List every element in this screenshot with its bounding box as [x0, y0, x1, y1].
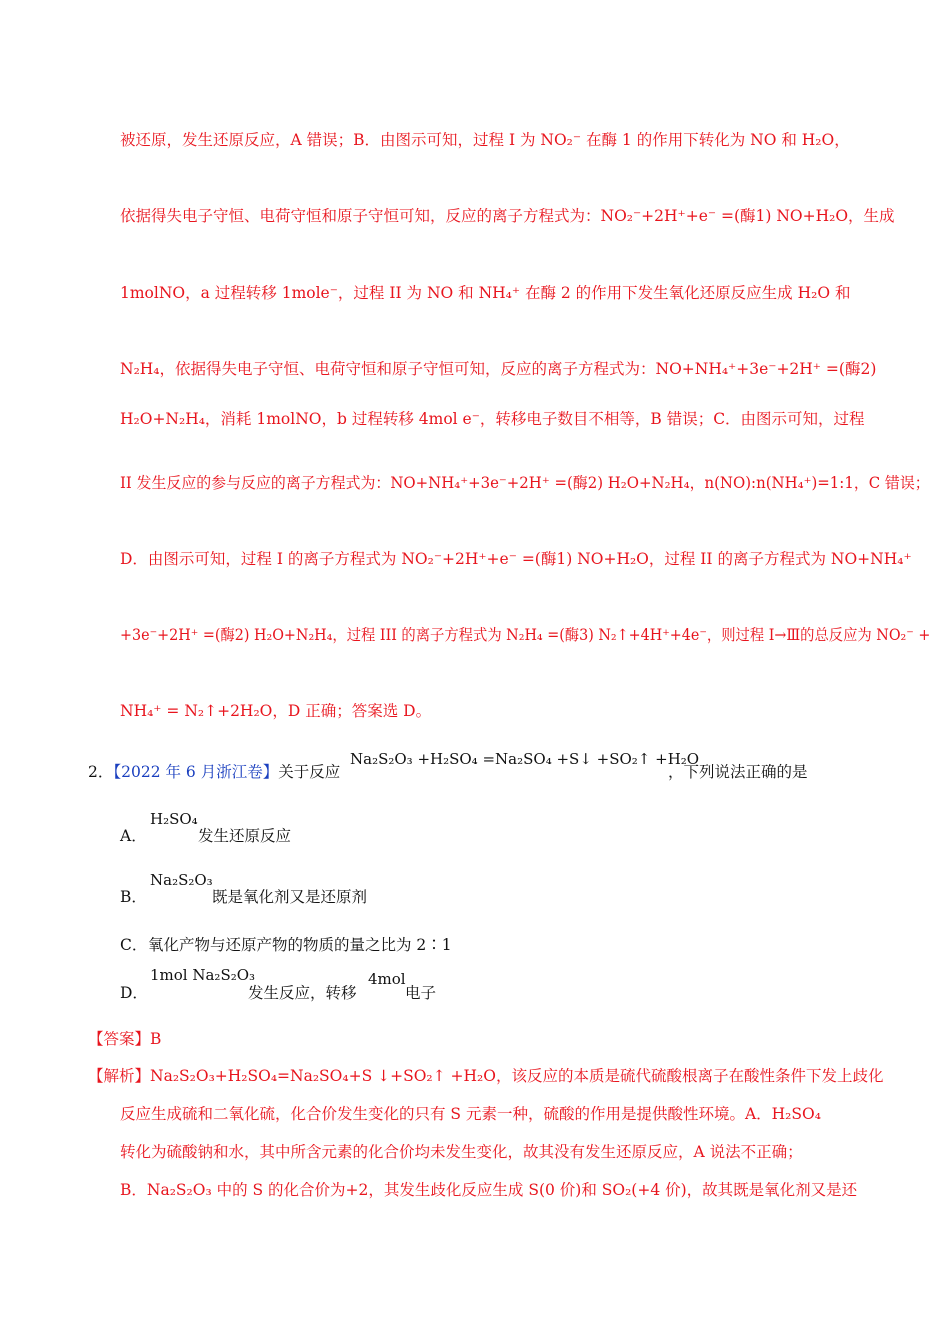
option-a-formula: H₂SO₄: [150, 810, 198, 828]
option-d-label[interactable]: D．: [120, 984, 148, 1002]
explanation-line-5: H₂O+N₂H₄，消耗 1molNO，b 过程转移 4mol e⁻，转移电子数目不相等，B 错误；C．由图示可知，过程: [120, 410, 865, 428]
explanation-line-1: 被还原，发生还原反应，A 错误；B．由图示可知，过程 I 为 NO₂⁻ 在酶 1 的作用下转化为 NO 和 H₂O，: [120, 131, 850, 149]
option-c-text: 氧化产物与还原产物的物质的量之比为 2∶1: [148, 936, 452, 954]
option-b-label[interactable]: B．: [120, 888, 147, 906]
explanation-line-3: 1molNO，a 过程转移 1mole⁻，过程 II 为 NO 和 NH₄⁺ 在酶 2 的作用下发生氧化还原反应生成 H₂O 和: [120, 284, 851, 302]
analysis-line-2: 反应生成硫和二氧化硫，化合价发生变化的只有 S 元素一种，硫酸的作用是提供酸性环境。A．H₂SO₄: [120, 1105, 821, 1123]
explanation-line-9: NH₄⁺ = N₂↑+2H₂O，D 正确；答案选 D。: [120, 702, 432, 720]
option-a-text: 发生还原反应: [198, 827, 292, 845]
option-b-text: 既是氧化剂又是还原剂: [212, 888, 368, 906]
explanation-line-2: 依据得失电子守恒、电荷守恒和原子守恒可知，反应的离子方程式为：NO₂⁻+2H⁺+e⁻ =(酶1) NO+H₂O，生成: [120, 207, 895, 225]
analysis-line-3: 转化为硫酸钠和水，其中所含元素的化合价均未发生变化，故其没有发生还原反应，A 说法不正确；: [120, 1143, 803, 1161]
analysis-label: 【解析】: [88, 1067, 151, 1085]
option-d-formula-2: 4mol: [368, 970, 406, 988]
option-b-formula: Na₂S₂O₃: [150, 871, 213, 889]
option-a-label[interactable]: A．: [120, 827, 147, 845]
analysis-line-1: [88, 1066, 883, 1086]
analysis-line-4: B．Na₂S₂O₃ 中的 S 的化合价为+2，其发生歧化反应生成 S(0 价)和 SO₂(+4 价)，故其既是氧化剂又是还: [120, 1181, 858, 1199]
option-d-text: 发生反应，转移: [248, 984, 357, 1002]
answer: [88, 1029, 161, 1049]
question-stem-after: ，下列说法正确的是: [668, 763, 808, 781]
question-equation: Na₂S₂O₃ +H₂SO₄ =Na₂SO₄ +S↓ +SO₂↑ +H₂O: [350, 750, 700, 768]
explanation-line-4: N₂H₄，依据得失电子守恒、电荷守恒和原子守恒可知，反应的离子方程式为：NO+NH₄⁺+3e⁻+2H⁺ =(酶2): [120, 360, 877, 378]
question-stem: [88, 762, 340, 782]
option-c-label[interactable]: C．: [120, 936, 148, 954]
question-source: 【2022 年 6 月浙江卷】: [113, 763, 279, 781]
analysis-text-1: Na₂S₂O₃+H₂SO₄=Na₂SO₄+S ↓+SO₂↑ +H₂O，该反应的本质是硫代硫酸根离子在酸性条件下发上歧化: [150, 1067, 884, 1085]
answer-label: 【答案】: [88, 1030, 151, 1048]
option-d-formula: 1mol Na₂S₂O₃: [150, 966, 256, 984]
question-stem-before: 关于反应: [278, 763, 341, 781]
question-number: 2．: [88, 763, 114, 781]
explanation-line-8: +3e⁻+2H⁺ =(酶2) H₂O+N₂H₄，过程 III 的离子方程式为 N₂H₄ =(酶3) N₂↑+4H⁺+4e⁻，则过程 Ⅰ→Ⅲ的总反应为 NO₂⁻ +: [120, 626, 931, 644]
answer-value: B: [150, 1030, 162, 1048]
explanation-line-7: D．由图示可知，过程 I 的离子方程式为 NO₂⁻+2H⁺+e⁻ =(酶1) NO+H₂O，过程 II 的离子方程式为 NO+NH₄⁺: [120, 550, 912, 568]
option-d-text-2: 电子: [405, 984, 437, 1002]
explanation-line-6: II 发生反应的参与反应的离子方程式为：NO+NH₄⁺+3e⁻+2H⁺ =(酶2) H₂O+N₂H₄，n(NO):n(NH₄⁺)=1:1，C 错误；: [120, 474, 930, 492]
